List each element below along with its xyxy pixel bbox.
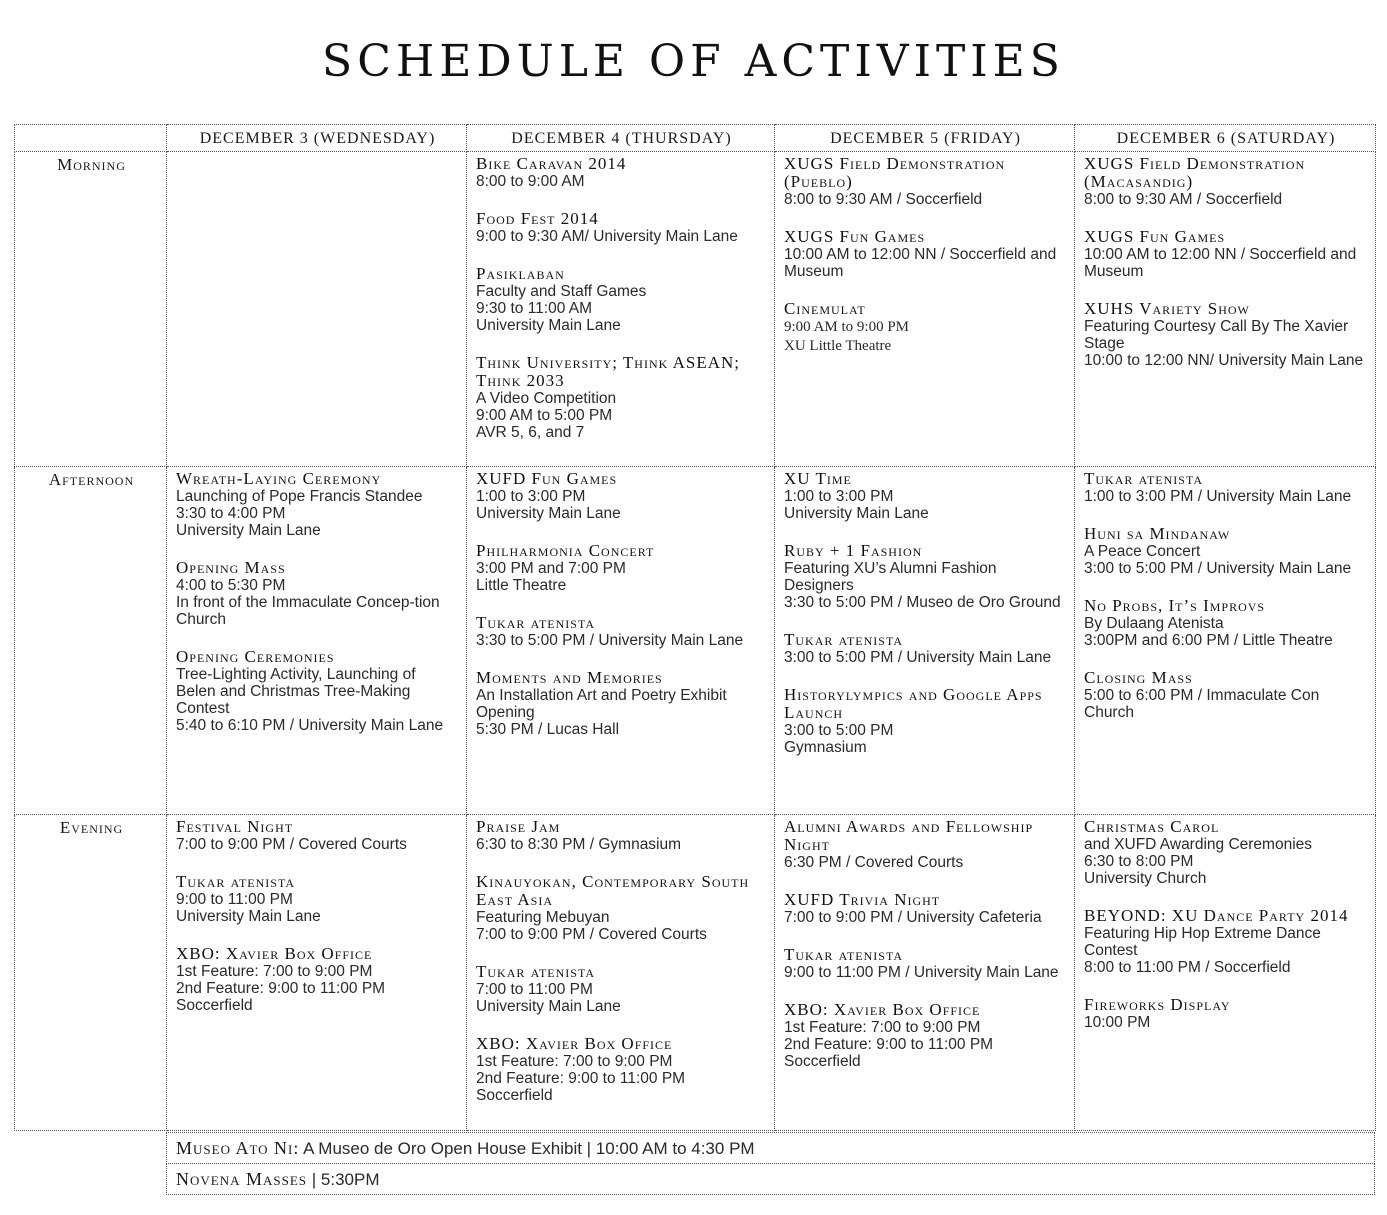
event-block [784,631,1067,666]
event-detail: Soccerfield [784,1053,861,1070]
event-detail: 7:00 to 11:00 PM [476,981,593,998]
event-detail: 1:00 to 3:00 PM / University Main Lane [1084,488,1352,505]
event-detail: 9:00 to 11:00 PM / University Main Lane [784,964,1059,981]
event-detail: 10:00 PM [1084,1014,1151,1031]
event-detail: 10:00 AM to 12:00 NN / Soccerfield and Museum [1084,246,1357,280]
event-detail: 1st Feature: 7:00 to 9:00 PM [476,1053,673,1070]
event-title: Moments and Memories [476,668,663,687]
event-title: Philharmonia Concert [476,541,655,560]
event-detail: University Main Lane [476,998,621,1015]
event-detail: 9:00 to 11:00 PM [176,891,293,908]
event-block [1084,228,1368,280]
schedule-cell [167,815,467,1131]
event-title: Wreath-Laying Ceremony [176,469,382,488]
schedule-cell [167,467,467,815]
event-title: Tukar atenista [176,872,296,891]
event-detail: 7:00 to 9:00 PM / University Cafeteria [784,909,1042,926]
event-detail: 6:30 to 8:00 PM [1084,853,1194,870]
event-detail: 1:00 to 3:00 PM [476,488,586,505]
event-detail: 1st Feature: 7:00 to 9:00 PM [784,1019,981,1036]
event-block [476,155,767,190]
event-block [476,354,767,441]
event-block [176,945,459,1014]
event-block [784,155,1067,208]
event-title: BEYOND: XU Dance Party 2014 [1084,906,1349,925]
event-detail: A Video Competition [476,390,617,407]
event-block [784,946,1067,981]
event-block [1084,996,1368,1031]
event-title: No Probs, It’s Improvs [1084,596,1266,615]
event-detail: 7:00 to 9:00 PM / Covered Courts [476,926,707,943]
event-title: XUGS Fun Games [784,227,926,246]
schedule-cell [775,815,1075,1131]
event-title: Ruby + 1 Fashion [784,541,923,560]
event-detail: 5:40 to 6:10 PM / University Main Lane [176,717,444,734]
event-detail: 3:30 to 4:00 PM [176,505,286,522]
event-detail: 8:00 to 9:30 AM / Soccerfield [784,191,983,208]
schedule-cell [467,815,775,1131]
event-block [476,210,767,245]
event-block [476,818,767,853]
event-detail: Little Theatre [476,577,567,594]
schedule-cell [775,152,1075,467]
day-header: DECEMBER 4 (THURSDAY) [467,125,775,152]
event-detail: XU Little Theatre [784,338,892,354]
event-title: XUFD Fun Games [476,469,618,488]
schedule-cell [167,152,467,467]
schedule-cell [1075,152,1376,467]
event-detail: In front of the Immaculate Concep-tion Church [176,594,440,628]
event-title: XUGS Fun Games [1084,227,1226,246]
event-title: Christmas Carol [1084,817,1220,836]
period-label: Evening [15,815,167,1131]
event-title: XU Time [784,469,852,488]
event-block [476,614,767,649]
event-title: XUFD Trivia Night [784,890,941,909]
event-title: Huni sa Mindanaw [1084,524,1231,543]
event-detail: 6:30 PM / Covered Courts [784,854,964,871]
event-detail: University Church [1084,870,1207,887]
event-title: XBO: Xavier Box Office [176,944,373,963]
day-header: DECEMBER 5 (FRIDAY) [775,125,1075,152]
event-title: XBO: Xavier Box Office [476,1034,673,1053]
event-detail: 3:00 PM and 7:00 PM [476,560,626,577]
period-row-morning [15,152,1376,467]
day-header: DECEMBER 3 (WEDNESDAY) [167,125,467,152]
event-detail: 2nd Feature: 9:00 to 11:00 PM [784,1036,994,1053]
event-detail: Faculty and Staff Games [476,283,647,300]
event-detail: Featuring Hip Hop Extreme Dance Contest [1084,925,1321,959]
event-detail: By Dulaang Atenista [1084,615,1224,632]
event-detail: University Main Lane [784,505,929,522]
event-block [784,470,1067,522]
event-detail: 3:00 to 5:00 PM / University Main Lane [784,649,1052,666]
event-title: Tukar atenista [784,630,904,649]
event-detail: University Main Lane [476,317,621,334]
event-detail: 2nd Feature: 9:00 to 11:00 PM [476,1070,686,1087]
event-title: XBO: Xavier Box Office [784,1000,981,1019]
schedule-cell [467,152,775,467]
event-block [476,265,767,334]
event-title: Kinauyokan, Contemporary South East Asia [476,872,750,909]
corner-cell [15,125,167,152]
footer-text: A Museo de Oro Open House Exhibit | 10:00 AM to 4:30 PM [299,1139,755,1158]
event-title: Praise Jam [476,817,561,836]
event-title: Bike Caravan 2014 [476,154,627,173]
event-detail: University Main Lane [476,505,621,522]
event-block [784,891,1067,926]
event-title: Fireworks Display [1084,995,1231,1014]
footer-title: Museo Ato Ni: [176,1138,300,1158]
schedule-cell [1075,815,1376,1131]
event-detail: An Installation Art and Poetry Exhibit Opening [476,687,727,721]
event-block [784,1001,1067,1070]
event-block [476,470,767,522]
event-block [176,818,459,853]
event-block [784,228,1067,280]
event-detail: 1:00 to 3:00 PM [784,488,894,505]
event-detail: Soccerfield [176,997,253,1014]
event-block [176,648,459,734]
event-title: Cinemulat [784,299,866,318]
event-title: Tukar atenista [784,945,904,964]
event-detail: 10:00 to 12:00 NN/ University Main Lane [1084,352,1364,369]
event-detail: 3:00PM and 6:00 PM / Little Theatre [1084,632,1333,649]
event-block [1084,300,1368,369]
event-detail: 8:00 to 9:00 AM [476,173,585,190]
event-block [1084,470,1368,505]
event-title: XUGS Field Demonstration (Macasandig) [1084,154,1306,191]
event-title: Food Fest 2014 [476,209,599,228]
event-detail: 8:00 to 9:30 AM / Soccerfield [1084,191,1283,208]
event-block [176,873,459,925]
event-detail: 3:00 to 5:00 PM / University Main Lane [1084,560,1352,577]
event-detail: 3:30 to 5:00 PM / Museo de Oro Ground [784,594,1061,611]
event-block [476,1035,767,1104]
event-detail: Featuring Mebuyan [476,909,610,926]
footer-title: Novena Masses [176,1169,308,1189]
event-title: Pasiklaban [476,264,565,283]
event-detail: Soccerfield [476,1087,553,1104]
event-detail: AVR 5, 6, and 7 [476,424,585,441]
event-title: Festival Night [176,817,294,836]
period-row-afternoon [15,467,1376,815]
event-detail: 9:00 AM to 9:00 PM [784,319,910,335]
event-detail: 9:30 to 11:00 AM [476,300,593,317]
day-header-row [15,125,1376,152]
event-detail: 8:00 to 11:00 PM / Soccerfield [1084,959,1291,976]
event-detail: and XUFD Awarding Ceremonies [1084,836,1313,853]
event-title: Tukar atenista [476,962,596,981]
period-label: Afternoon [15,467,167,815]
event-detail: A Peace Concert [1084,543,1201,560]
event-detail: 2nd Feature: 9:00 to 11:00 PM [176,980,386,997]
event-block [476,542,767,594]
event-title: XUGS Field Demonstration (Pueblo) [784,154,1006,191]
event-detail: 4:00 to 5:30 PM [176,577,286,594]
event-block [784,542,1067,611]
event-detail: 5:00 to 6:00 PM / Immaculate Con Church [1084,687,1320,721]
event-detail: Featuring Courtesy Call By The Xavier Stage [1084,318,1349,352]
event-detail: 3:30 to 5:00 PM / University Main Lane [476,632,744,649]
event-title: Think University; Think ASEAN; Think 2033 [476,353,740,390]
event-block [784,818,1067,871]
event-title: XUHS Variety Show [1084,299,1250,318]
event-block [1084,155,1368,208]
event-title: Closing Mass [1084,668,1193,687]
schedule-table [14,124,1376,1131]
event-detail: 1st Feature: 7:00 to 9:00 PM [176,963,373,980]
event-block [1084,669,1368,721]
event-block [476,963,767,1015]
event-block [176,470,459,539]
day-header: DECEMBER 6 (SATURDAY) [1075,125,1376,152]
event-detail: University Main Lane [176,908,321,925]
event-block [784,686,1067,756]
schedule-cell [467,467,775,815]
event-detail: Launching of Pope Francis Standee [176,488,423,505]
event-detail: 9:00 AM to 5:00 PM [476,407,613,424]
event-title: Opening Ceremonies [176,647,335,666]
event-detail: 6:30 to 8:30 PM / Gymnasium [476,836,682,853]
event-block [476,669,767,738]
event-detail: 9:00 to 9:30 AM/ University Main Lane [476,228,738,245]
event-block [176,559,459,628]
event-block [1084,907,1368,976]
event-title: Historylympics and Google Apps Launch [784,685,1043,722]
event-title: Alumni Awards and Fellowship Night [784,817,1034,854]
event-block [1084,818,1368,887]
footer-text: | 5:30PM [307,1170,380,1189]
event-detail: University Main Lane [176,522,321,539]
footer-novena-row [166,1163,1375,1195]
event-detail: 7:00 to 9:00 PM / Covered Courts [176,836,407,853]
event-detail: Tree-Lighting Activity, Launching of Belen and Christmas Tree-Making Contest [176,666,416,717]
page-title: SCHEDULE OF ACTIVITIES [322,36,1065,87]
event-block [784,300,1067,356]
period-row-evening [15,815,1376,1131]
schedule-cell [775,467,1075,815]
event-detail: Gymnasium [784,739,867,756]
footer-museo-row [166,1132,1375,1164]
event-block [476,873,767,943]
event-detail: 5:30 PM / Lucas Hall [476,721,620,738]
event-title: Tukar atenista [1084,469,1204,488]
period-label: Morning [15,152,167,467]
event-detail: Featuring XU’s Alumni Fashion Designers [784,560,997,594]
event-block [1084,597,1368,649]
event-title: Opening Mass [176,558,286,577]
event-detail: 10:00 AM to 12:00 NN / Soccerfield and Museum [784,246,1057,280]
schedule-cell [1075,467,1376,815]
event-detail: 3:00 to 5:00 PM [784,722,894,739]
event-title: Tukar atenista [476,613,596,632]
event-block [1084,525,1368,577]
